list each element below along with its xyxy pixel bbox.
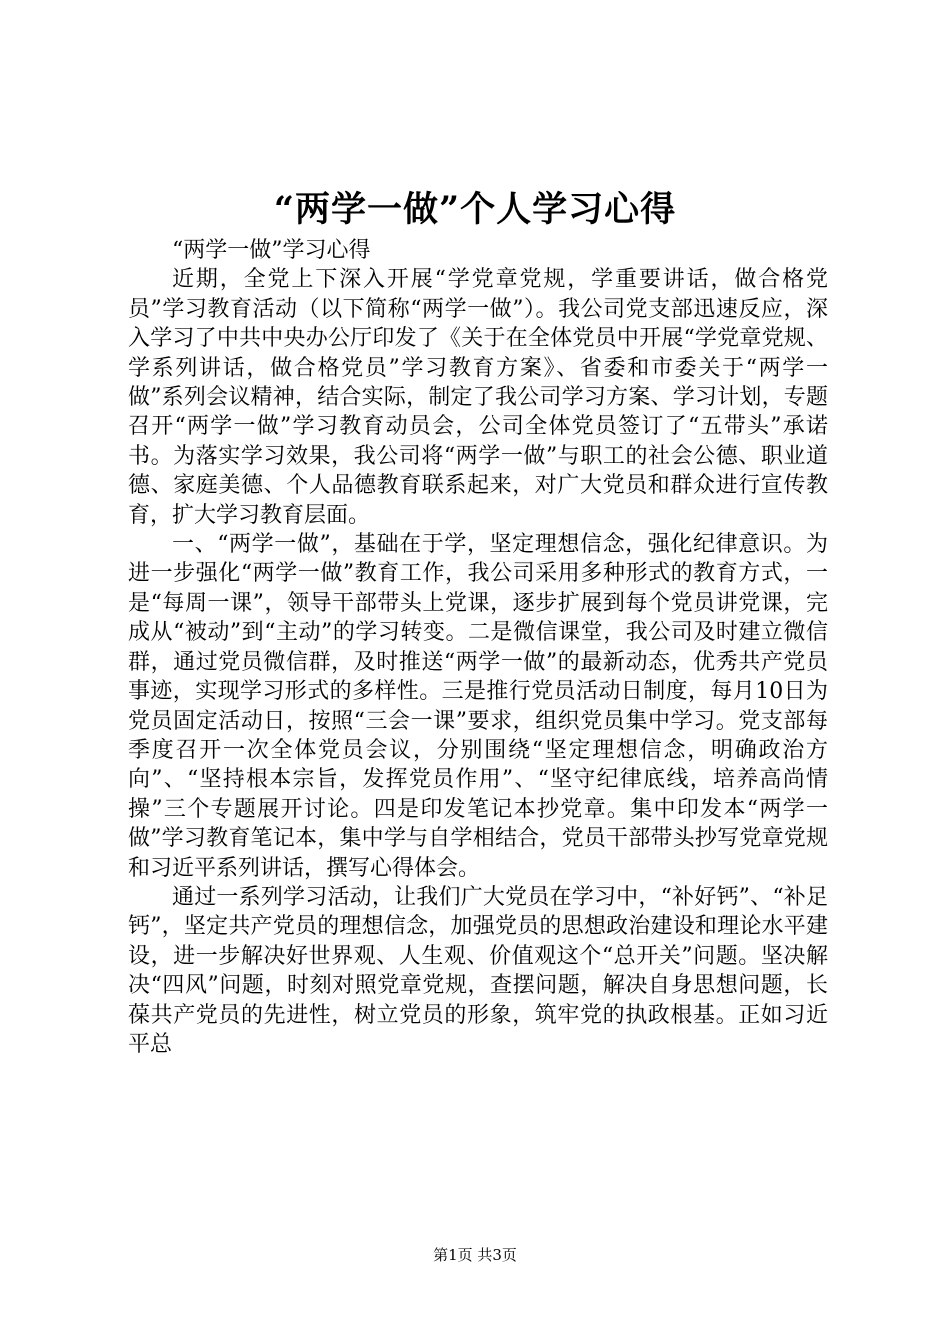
paragraph-section-one: 一、“两学一做”，基础在于学，坚定理想信念，强化纪律意识。为进一步强化“两学一做”教育工作，我公司采用多种形式的教育方式，一是“每周一课”，领导干部带头上党课，逐步扩展到每个党员讲党课，完成从“被动”到“主动”的学习转变。二是微信课堂，我公司及时建立微信群，通过党员微信群，及时推送“两学一做”的最新动态，优秀共产党员事迹，实现学习形式的多样性。三是推行党员活动日制度，每月10日为党员固定活动日，按照“三会一课”要求，组织党员集中学习。党支部每季度召开一次全体党员会议，分别围绕“坚定理想信念，明确政治方向”、“坚持根本宗旨，发挥党员作用”、“坚守纪律底线，培养高尚情操”三个专题展开讨论。四是印发笔记本抄党章。集中印发本“两学一做”学习教育笔记本，集中学与自学相结合，党员干部带头抄写党章党规和习近平系列讲话，撰写心得体会。 [128,532,828,881]
paragraph-subtitle: “两学一做”学习心得 [172,238,371,263]
paragraph-intro: 近期，全党上下深入开展“学党章党规，学重要讲话，做合格党员”学习教育活动（以下简称“两学一做”）。我公司党支部迅速反应，深入学习了中共中央办公厅印发了《关于在全体党员中开展“学党章党规、学系列讲话，做合格党员”学习教育方案》、省委和市委关于“两学一做”系列会议精神，结合实际，制定了我公司学习方案、学习计划，专题召开“两学一做”学习教育动员会，公司全体党员签订了“五带头”承诺书。为落实学习效果，我公司将“两学一做”与职工的社会公德、职业道德、家庭美德、个人品德教育联系起来，对广大党员和群众进行宣传教育，扩大学习教育层面。 [128,267,828,528]
page-number-footer: 第1页 共3页 [433,1246,517,1264]
document-body [128,236,828,1059]
paragraph-conclusion: 通过一系列学习活动，让我们广大党员在学习中，“补好钙”、“补足钙”，坚定共产党员的理想信念，加强党员的思想政治建设和理论水平建设，进一步解决好世界观、人生观、价值观这个“总开关”问题。坚决解决“四风”问题，时刻对照党章党规，查摆问题，解决自身思想问题，长葆共产党员的先进性，树立党员的形象，筑牢党的执政根基。正如习近平总 [128,884,828,1057]
document-title: “两学一做”个人学习心得 [273,189,677,230]
